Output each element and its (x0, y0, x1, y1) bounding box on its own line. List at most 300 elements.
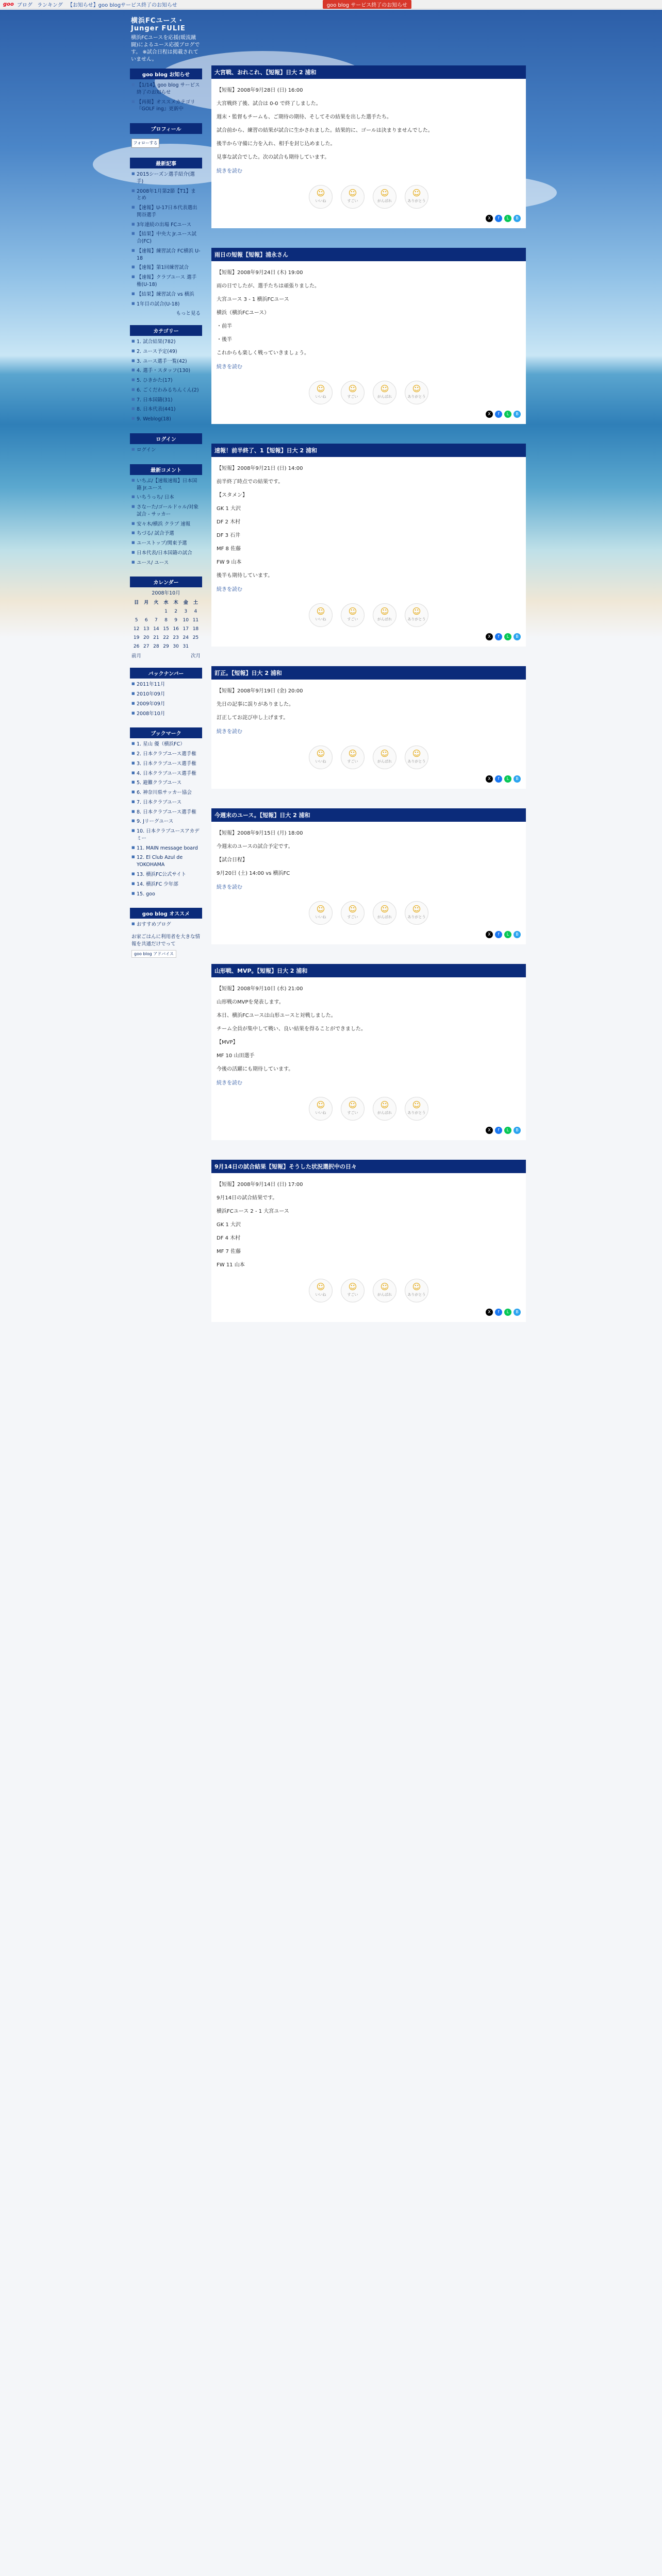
reaction-button[interactable] (373, 603, 396, 627)
entry-paragraph: 【試合日程】 (217, 857, 247, 863)
smile-icon: ☺ (316, 188, 325, 198)
calendar-day[interactable]: 7 (154, 618, 158, 623)
goo-recommend-link[interactable]: ■ おすすめブログ (131, 921, 201, 928)
recent-article-link[interactable]: ■ 【速報】練習試合 FC横浜 U-18 (131, 248, 201, 262)
hatena-share-icon[interactable]: B (514, 1309, 521, 1316)
bookmark-link[interactable]: ■ 1. 星山 優（横浜FC） (131, 741, 201, 748)
facebook-share-icon[interactable]: f (495, 1127, 502, 1134)
smile-icon: ☺ (316, 749, 325, 759)
smile-icon: ☺ (412, 1100, 421, 1110)
entry-paragraph: FW 11 山本 (217, 1262, 245, 1268)
smile-icon: ☺ (380, 904, 389, 914)
top-nav (17, 1, 180, 8)
line-share-icon[interactable]: L (504, 1127, 511, 1134)
reaction-label: いいね (315, 915, 326, 920)
reaction-label: ありがとう (407, 617, 426, 622)
reaction-label: ありがとう (407, 199, 426, 204)
reaction-button[interactable] (373, 901, 396, 925)
smile-icon: ☺ (380, 188, 389, 198)
bookmark-link[interactable]: ■ 5. 避難クラブユース (131, 779, 201, 787)
calendar-day[interactable]: 8 (164, 618, 168, 623)
calendar-day[interactable]: 27 (143, 644, 150, 650)
reaction-bar (217, 185, 521, 209)
facebook-share-icon[interactable]: f (495, 931, 502, 938)
entry-paragraph: 週末・監督もチームも、ご期待の期待、そしてその結果を出した選手たち。 (217, 114, 392, 120)
smile-icon: ☺ (412, 904, 421, 914)
entry-date: 【短報】2008年9月19日 (金) 20:00 (217, 688, 303, 694)
read-more-link[interactable]: 続きを読む (217, 885, 242, 890)
recent-article-link[interactable]: ■ 2008年1月第2節【T1】まとめ (131, 188, 201, 202)
calendar-day[interactable]: 23 (173, 635, 179, 641)
reaction-label: ありがとう (407, 759, 426, 764)
category-link[interactable]: ■ 5. ひきかた(17) (131, 377, 201, 384)
reaction-label: がんばれ (377, 1293, 392, 1297)
calendar-day[interactable]: 14 (153, 626, 159, 632)
main-content (211, 10, 526, 1342)
entry-paragraph: 【スタメン】 (217, 493, 247, 498)
calendar-weekday: 水 (163, 600, 169, 606)
reaction-button[interactable] (405, 603, 428, 627)
comments-box (130, 464, 202, 572)
top-nav-blog[interactable]: ブログ (16, 3, 32, 8)
smile-icon: ☺ (412, 1282, 421, 1292)
category-link[interactable]: ■ 1. 試合結果(782) (131, 338, 201, 346)
read-more-link[interactable]: 続きを読む (217, 1080, 242, 1086)
calendar-weekday: 木 (173, 600, 178, 606)
calendar-day[interactable]: 31 (183, 644, 189, 650)
x-share-icon[interactable]: X (486, 931, 493, 938)
category-link[interactable]: ■ 9. Weblog(18) (131, 416, 201, 423)
notice-item[interactable]: ■ 【再掲】オススメカテゴリ『GOLF ing』更新中 (131, 99, 201, 113)
category-box-title: カテゴリー (130, 325, 202, 336)
reaction-bar (217, 603, 521, 627)
entry-paragraph: 横浜（横浜FCユース） (217, 310, 270, 316)
calendar-weekday: 火 (154, 600, 159, 606)
calendar-prev[interactable]: 前月 (131, 653, 142, 659)
calendar-day[interactable]: 4 (194, 609, 197, 615)
entry-paragraph: 後半から守備に力を入れ、相手を封じ込めました。 (217, 141, 336, 147)
top-nav-notice[interactable]: 【お知らせ】goo blogサービス終了のお知らせ (67, 3, 177, 8)
entry-paragraph: これからも楽しく戦っていきましょう。 (217, 350, 309, 356)
hatena-share-icon[interactable]: B (514, 1127, 521, 1134)
line-share-icon[interactable]: L (504, 411, 511, 418)
entry-paragraph: 今週末のユースの試合予定です。 (217, 844, 293, 850)
calendar-weekday: 金 (183, 600, 188, 606)
entry-date: 【短報】2008年9月14日 (日) 17:00 (217, 1182, 303, 1188)
read-more-link[interactable]: 続きを読む (217, 364, 242, 370)
calendar-month: 2008年10月 (152, 590, 180, 597)
entry-date: 【短報】2008年9月10日 (水) 21:00 (217, 986, 303, 992)
calendar-day[interactable]: 3 (184, 609, 188, 615)
reaction-button[interactable] (405, 1279, 428, 1302)
reaction-button[interactable] (341, 185, 365, 209)
recent-article-link[interactable]: ■ 2015シーズン選手紹介(選手) (131, 171, 201, 185)
entry-paragraph: MF 10 山田選手 (217, 1053, 255, 1059)
entry-title[interactable]: 雨日の短報【短報】浦永さん (211, 248, 526, 261)
recent-article-link[interactable]: ■ 【結果】練習試合 vs 横浜 (131, 291, 201, 298)
x-share-icon[interactable]: X (486, 1127, 493, 1134)
smile-icon: ☺ (316, 1100, 325, 1110)
calendar-weekday: 土 (193, 600, 198, 606)
reaction-button[interactable] (373, 745, 396, 769)
reaction-label: がんばれ (377, 1111, 392, 1115)
calendar-day[interactable]: 6 (144, 618, 148, 623)
goo-logo[interactable]: goo (3, 2, 14, 7)
calendar-day (141, 607, 151, 616)
recent-comment-link[interactable]: ■ ユーストップ/関東予選 (131, 540, 201, 547)
bookmark-link[interactable]: ■ 12. El Club Azul de YOKOHAMA (131, 854, 201, 869)
x-share-icon[interactable]: X (486, 633, 493, 640)
line-share-icon[interactable]: L (504, 1309, 511, 1316)
entry-paragraph: MF 8 佐藤 (217, 546, 241, 552)
smile-icon: ☺ (316, 606, 325, 617)
smile-icon: ☺ (412, 749, 421, 759)
reaction-button[interactable] (309, 603, 333, 627)
read-more-link[interactable]: 続きを読む (217, 168, 242, 174)
hatena-share-icon[interactable]: B (514, 775, 521, 783)
calendar-day[interactable]: 13 (143, 626, 150, 632)
recent-comment-link[interactable]: ■ さなーた/ゴールドゥル/対象試合 - サッカー (131, 504, 201, 518)
smile-icon: ☺ (380, 749, 389, 759)
top-nav-ranking[interactable]: ランキング (37, 3, 63, 8)
blog-entry (211, 808, 526, 944)
calendar-box (130, 577, 202, 663)
entry-paragraph: 横浜FCユース 2 - 1 大宮ユース (217, 1209, 289, 1214)
reaction-label: すごい (347, 199, 358, 204)
reaction-bar (217, 1279, 521, 1302)
entry-paragraph: GK 1 大沢 (217, 1222, 241, 1228)
archive-box-title: バックナンバー (130, 668, 202, 679)
blog-description: 横浜FCユースを応援(暖流蹴闘)によるユース応援ブログです。 ※試合日程は掲載されていません。 (131, 35, 200, 62)
calendar-day[interactable]: 30 (173, 644, 179, 650)
notice-box-title: goo blog お知らせ (130, 69, 202, 79)
reaction-bar (217, 745, 521, 769)
notice-item[interactable]: ■ 【1/14】goo blog サービス終了のお知らせ (131, 82, 201, 96)
bookmark-link[interactable]: ■ 10. 日本クラブユースアカデミー (131, 828, 201, 842)
reaction-button[interactable] (373, 1279, 396, 1302)
entry-paragraph: 雨の日でしたが、選手たちは頑張りました。 (217, 283, 320, 289)
entry-paragraph: 後半も期待しています。 (217, 573, 273, 579)
calendar-day[interactable]: 29 (163, 644, 169, 650)
reaction-button[interactable] (309, 745, 333, 769)
facebook-share-icon[interactable]: f (495, 1309, 502, 1316)
reaction-label: すごい (347, 1293, 358, 1297)
calendar-day[interactable]: 25 (192, 635, 199, 641)
blog-entry (211, 65, 526, 228)
notice-box (130, 69, 202, 118)
blog-entry (211, 1160, 526, 1322)
calendar-next[interactable]: 次月 (190, 653, 201, 659)
calendar-day[interactable]: 20 (143, 635, 150, 641)
hatena-share-icon[interactable]: B (514, 633, 521, 640)
x-share-icon[interactable]: X (486, 775, 493, 783)
reaction-label: いいね (315, 199, 326, 204)
share-buttons (217, 1309, 521, 1316)
calendar-day[interactable]: 28 (153, 644, 159, 650)
reaction-button[interactable] (405, 901, 428, 925)
entry-title[interactable]: 今週末のユース。【短報】日大 2 浦和 (211, 808, 526, 822)
sidebar (130, 10, 202, 1342)
reaction-button[interactable] (309, 1279, 333, 1302)
facebook-share-icon[interactable]: f (495, 411, 502, 418)
calendar-day[interactable]: 12 (133, 626, 140, 632)
recent-article-link[interactable]: ■ 【速報】U-17日本代表選出 関谷選手 (131, 205, 201, 219)
recent-article-link[interactable]: ■ 【結果】中央大 Jr.ユース試合(FC) (131, 231, 201, 245)
x-share-icon[interactable]: X (486, 1309, 493, 1316)
smile-icon: ☺ (348, 188, 357, 198)
reaction-button[interactable] (373, 381, 396, 404)
entry-paragraph: 前半終了時点での結果です。 (217, 479, 284, 485)
entry-title[interactable]: 速報！前半終了、1【短報】日大 2 浦和 (211, 444, 526, 457)
entry-paragraph: FW 9 山本 (217, 560, 242, 565)
reaction-label: がんばれ (377, 759, 392, 764)
recent-comment-link[interactable]: ■ 日本代表/日本国籍の試合 (131, 550, 201, 557)
entry-paragraph: ・後半 (217, 337, 232, 343)
entry-paragraph: 今後の活躍にも期待しています。 (217, 1066, 294, 1072)
entry-title[interactable]: 訂正。【短報】日大 2 浦和 (211, 666, 526, 680)
line-share-icon[interactable]: L (504, 215, 511, 222)
service-end-notice[interactable]: goo blog サービス終了のお知らせ (323, 0, 411, 9)
recent-comment-link[interactable]: ■ ちづる/ 試合予選 (131, 530, 201, 537)
recent-article-link[interactable]: ■ 3年連続の出場 FCユース (131, 222, 201, 229)
smile-icon: ☺ (412, 188, 421, 198)
reaction-label: すごい (347, 759, 358, 764)
blog-entry (211, 666, 526, 789)
entry-paragraph: GK 1 大沢 (217, 506, 241, 512)
reaction-label: ありがとう (407, 915, 426, 920)
reaction-button[interactable] (309, 901, 333, 925)
reaction-label: いいね (315, 1293, 326, 1297)
login-box-title: ログイン (130, 433, 202, 444)
reaction-button[interactable] (309, 1097, 333, 1121)
category-link[interactable]: ■ 8. 日本代表(441) (131, 406, 201, 413)
recent-article-link[interactable]: ■ 1年目の試合(U-18) (131, 301, 201, 308)
entry-paragraph: 試合前から、練習の結果が試合に生かされました。結果的に、ゴールは決まりませんでした。 (217, 128, 433, 133)
reaction-button[interactable] (341, 1279, 365, 1302)
bookmark-link[interactable]: ■ 8. 日本クラブユース選手権 (131, 809, 201, 816)
smile-icon: ☺ (380, 1282, 389, 1292)
calendar-day[interactable]: 9 (174, 618, 177, 623)
calendar-day[interactable]: 11 (192, 618, 199, 623)
category-link[interactable]: ■ 7. 日本国籍(31) (131, 397, 201, 404)
entry-paragraph: チーム全員が集中して戦い、良い結果を得ることができました。 (217, 1026, 366, 1032)
read-more-link[interactable]: 続きを読む (217, 729, 242, 735)
reaction-button[interactable] (309, 185, 333, 209)
reaction-label: いいね (315, 759, 326, 764)
calendar-box-title: カレンダー (130, 577, 202, 587)
goo-box-title: goo blog オススメ (130, 908, 202, 919)
hatena-share-icon[interactable]: B (514, 411, 521, 418)
reaction-button[interactable] (405, 185, 428, 209)
category-link[interactable]: ■ 2. ユース予定(49) (131, 348, 201, 355)
reaction-bar (217, 381, 521, 404)
calendar-day[interactable]: 10 (183, 618, 189, 623)
calendar-day[interactable]: 5 (135, 618, 138, 623)
hatena-share-icon[interactable]: B (514, 931, 521, 938)
bookmark-box-title: ブックマーク (130, 727, 202, 738)
bookmark-link[interactable]: ■ 7. 日本クラブユース (131, 799, 201, 806)
reaction-label: がんばれ (377, 915, 392, 920)
entry-paragraph: 大宮戦終了後、試合は 0-0 で終了しました。 (217, 101, 321, 107)
bookmark-link[interactable]: ■ 2. 日本クラブユース選手権 (131, 751, 201, 758)
reaction-label: すごい (347, 395, 358, 399)
calendar-day[interactable]: 16 (173, 626, 179, 632)
archive-link[interactable]: ■ 2009年09月 (131, 701, 201, 708)
reaction-button[interactable] (405, 745, 428, 769)
entry-date: 【短報】2008年9月21日 (日) 14:00 (217, 466, 303, 471)
calendar-day[interactable]: 15 (163, 626, 169, 632)
reaction-button[interactable] (309, 381, 333, 404)
calendar-day[interactable]: 19 (133, 635, 140, 641)
entry-paragraph: DF 2 木村 (217, 519, 241, 525)
calendar-day[interactable]: 2 (174, 609, 177, 615)
entry-date: 【短報】2008年9月15日 (月) 18:00 (217, 831, 303, 836)
entry-title[interactable]: 山形戦、MVP。【短報】日大 2 浦和 (211, 964, 526, 977)
smile-icon: ☺ (412, 384, 421, 394)
comments-box-title: 最新コメント (130, 464, 202, 475)
reaction-button[interactable] (405, 1097, 428, 1121)
smile-icon: ☺ (348, 749, 357, 759)
x-share-icon[interactable]: X (486, 411, 493, 418)
entry-paragraph: ・前半 (217, 324, 232, 329)
login-link[interactable]: ■ ログイン (131, 447, 201, 454)
reaction-button[interactable] (341, 1097, 365, 1121)
recent-more-link[interactable]: もっと見る (176, 311, 201, 317)
recent-comment-link[interactable]: ■ いちぶ/【速報速報】日本国籍 Jr.ユース (131, 478, 201, 492)
bookmark-link[interactable]: ■ 9. Jリーグユース (131, 818, 201, 825)
calendar-day[interactable]: 21 (153, 635, 159, 641)
reaction-button[interactable] (373, 185, 396, 209)
archive-link[interactable]: ■ 2008年10月 (131, 710, 201, 718)
smile-icon: ☺ (380, 384, 389, 394)
category-link[interactable]: ■ 6. ごくだわみるちんくん(2) (131, 387, 201, 394)
smile-icon: ☺ (380, 606, 389, 617)
bookmark-link[interactable]: ■ 3. 日本クラブユース選手権 (131, 760, 201, 768)
calendar-day[interactable]: 24 (183, 635, 189, 641)
entry-paragraph: 訂正してお詫び申し上げます。 (217, 715, 289, 721)
entry-title[interactable]: 大宮戦、おれこれ、【短報】日大 2 浦和 (211, 65, 526, 79)
reaction-button[interactable] (373, 1097, 396, 1121)
share-buttons (217, 1127, 521, 1134)
bookmark-link[interactable]: ■ 6. 神奈川県サッカー協会 (131, 789, 201, 796)
recent-article-link[interactable]: ■ 【速報】クラブユース 選手権(U-18) (131, 274, 201, 289)
reaction-bar (217, 1097, 521, 1121)
entry-date: 【短報】2008年9月24日 (木) 19:00 (217, 270, 303, 276)
reaction-button[interactable] (341, 745, 365, 769)
smile-icon: ☺ (316, 384, 325, 394)
smile-icon: ☺ (316, 1282, 325, 1292)
calendar-day[interactable]: 26 (133, 644, 140, 650)
recent-comment-link[interactable]: ■ いちうっち/ 日本 (131, 494, 201, 501)
reaction-label: ありがとう (407, 395, 426, 399)
calendar-day[interactable]: 1 (164, 609, 168, 615)
recent-article-link[interactable]: ■ 【速報】第1回練習試合 (131, 264, 201, 272)
login-box (130, 433, 202, 459)
goo-advice-badge[interactable]: goo blog アドバイス (131, 950, 176, 958)
follow-button[interactable]: フォローする (131, 139, 159, 148)
smile-icon: ☺ (348, 1100, 357, 1110)
profile-box-title: プロフィール (130, 123, 202, 134)
blog-entry (211, 964, 526, 1140)
reaction-button[interactable] (341, 381, 365, 404)
smile-icon: ☺ (348, 1282, 357, 1292)
reaction-label: がんばれ (377, 395, 392, 399)
share-buttons (217, 411, 521, 418)
bookmark-link[interactable]: ■ 14. 横浜FC 少年部 (131, 881, 201, 888)
archive-link[interactable]: ■ 2011年11月 (131, 681, 201, 688)
recent-comment-link[interactable]: ■ ユース/ ユース (131, 560, 201, 567)
entry-title[interactable]: 9月14日の試合結果【短報】そうした状況選択中の日々 (211, 1160, 526, 1173)
reaction-label: いいね (315, 617, 326, 622)
entry-paragraph: 9月20日 (土) 14:00 vs 横浜FC (217, 871, 290, 876)
recent-comment-link[interactable]: ■ 安々木/横浜 クラブ 速報 (131, 521, 201, 528)
line-share-icon[interactable]: L (504, 775, 511, 783)
top-bar (0, 0, 662, 9)
entry-paragraph: 9月14日の試合結果です。 (217, 1195, 278, 1201)
reaction-label: すごい (347, 617, 358, 622)
facebook-share-icon[interactable]: f (495, 633, 502, 640)
bookmark-link[interactable]: ■ 11. MAIN message board (131, 845, 201, 852)
entry-paragraph: DF 4 木村 (217, 1235, 241, 1241)
reaction-label: ありがとう (407, 1111, 426, 1115)
goo-note: お家ごはんに利用者を大きな情報を共通だけでって (131, 934, 201, 947)
smile-icon: ☺ (348, 384, 357, 394)
share-buttons (217, 775, 521, 783)
archive-link[interactable]: ■ 2010年09月 (131, 691, 201, 698)
facebook-share-icon[interactable]: f (495, 215, 502, 222)
smile-icon: ☺ (348, 606, 357, 617)
reaction-label: ありがとう (407, 1293, 426, 1297)
bookmark-box (130, 727, 202, 903)
smile-icon: ☺ (316, 904, 325, 914)
category-link[interactable]: ■ 4. 選手・スタッフ(130) (131, 367, 201, 375)
blog-title[interactable]: 横浜FCユース・Junger FULIE (131, 17, 186, 32)
reaction-label: すごい (347, 1111, 358, 1115)
reaction-button[interactable] (341, 901, 365, 925)
reaction-button[interactable] (405, 381, 428, 404)
calendar-day (151, 607, 161, 616)
line-share-icon[interactable]: L (504, 931, 511, 938)
reaction-label: いいね (315, 395, 326, 399)
entry-paragraph: 【MVP】 (217, 1040, 238, 1045)
read-more-link[interactable]: 続きを読む (217, 587, 242, 592)
entry-paragraph: 山形戦のMVPを発表します。 (217, 999, 284, 1005)
share-buttons (217, 633, 521, 640)
bookmark-link[interactable]: ■ 15. goo (131, 891, 201, 898)
category-link[interactable]: ■ 3. ユース選手一覧(42) (131, 358, 201, 365)
calendar-day[interactable]: 22 (163, 635, 169, 641)
profile-box (130, 123, 202, 152)
facebook-share-icon[interactable]: f (495, 775, 502, 783)
calendar-day[interactable]: 17 (183, 626, 189, 632)
smile-icon: ☺ (348, 904, 357, 914)
hatena-share-icon[interactable]: B (514, 215, 521, 222)
share-buttons (217, 931, 521, 938)
reaction-bar (217, 901, 521, 925)
entry-date: 【短報】2008年9月28日 (日) 16:00 (217, 88, 303, 93)
entry-paragraph: 先日の記事に誤りがありました。 (217, 702, 294, 707)
calendar-day[interactable]: 18 (192, 626, 199, 632)
bookmark-link[interactable]: ■ 4. 日本クラブユース選手権 (131, 770, 201, 777)
bookmark-link[interactable]: ■ 13. 横浜FC公式サイト (131, 871, 201, 878)
line-share-icon[interactable]: L (504, 633, 511, 640)
reaction-button[interactable] (341, 603, 365, 627)
x-share-icon[interactable]: X (486, 215, 493, 222)
entry-paragraph: MF 7 佐藤 (217, 1249, 241, 1255)
calendar-day (131, 607, 141, 616)
blog-entry (211, 248, 526, 424)
entry-paragraph: 見事な試合でした。次の試合も期待しています。 (217, 155, 330, 160)
